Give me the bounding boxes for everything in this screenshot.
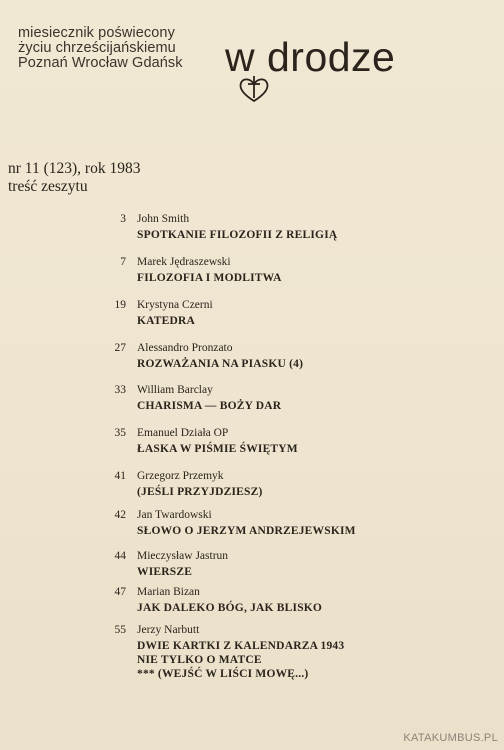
toc-title-line: WIERSZE bbox=[137, 566, 193, 578]
toc-author: Jan Twardowski bbox=[137, 509, 212, 521]
toc-title-line: JAK DALEKO BÓG, JAK BLISKO bbox=[137, 602, 323, 614]
toc-page-number: 27 bbox=[114, 342, 126, 354]
toc-page-number: 55 bbox=[114, 624, 126, 636]
toc-title-line: CHARISMA — BOŻY DAR bbox=[137, 400, 282, 412]
toc-page-number: 33 bbox=[114, 384, 126, 396]
logo-wordmark: w drodze bbox=[225, 34, 396, 80]
toc-title bbox=[137, 357, 303, 371]
toc-title bbox=[137, 228, 337, 242]
toc-author: Mieczysław Jastrun bbox=[137, 550, 229, 562]
toc-title-line: NIE TYLKO O MATCE bbox=[137, 654, 262, 666]
toc-author: Marian Bizan bbox=[137, 586, 200, 598]
toc-title bbox=[137, 565, 192, 579]
toc-author: William Barclay bbox=[137, 384, 213, 396]
toc-title bbox=[137, 314, 195, 328]
toc-page-number: 47 bbox=[114, 586, 126, 598]
toc-author: Jerzy Narbutt bbox=[137, 624, 200, 636]
tagline-line: życiu chrześcijańskiemu bbox=[18, 40, 176, 56]
toc-title bbox=[137, 524, 356, 538]
tagline-line: Poznań Wrocław Gdańsk bbox=[18, 55, 183, 71]
toc-title-line: KATEDRA bbox=[137, 315, 196, 327]
contents-heading: treść zeszytu bbox=[8, 178, 88, 195]
toc-title-line: ŁASKA W PIŚMIE ŚWIĘTYM bbox=[137, 443, 298, 455]
tagline-line: miesiecznik poświecony bbox=[18, 25, 175, 41]
toc-title-line: SPOTKANIE FILOZOFII Z RELIGIĄ bbox=[137, 229, 338, 241]
toc-title bbox=[137, 442, 298, 456]
toc-title-line: SŁOWO O JERZYM ANDRZEJEWSKIM bbox=[137, 525, 356, 537]
toc-title-line: FILOZOFIA I MODLITWA bbox=[137, 272, 282, 284]
watermark: KATAKUMBUS.PL bbox=[403, 732, 498, 744]
toc-author: Grzegorz Przemyk bbox=[137, 470, 224, 482]
masthead-tagline bbox=[18, 26, 183, 71]
toc-page-number: 41 bbox=[114, 470, 126, 482]
toc-author: Krystyna Czerni bbox=[137, 299, 213, 311]
toc-title-line: (JEŚLI PRZYJDZIESZ) bbox=[137, 486, 263, 498]
toc-page-number: 7 bbox=[120, 256, 126, 268]
issue-info bbox=[8, 160, 140, 196]
issue-number: nr 11 (123), rok 1983 bbox=[8, 160, 141, 177]
toc-title bbox=[137, 639, 344, 681]
toc-title-line: ROZWAŻANIA NA PIASKU (4) bbox=[137, 358, 304, 370]
toc-page-number: 42 bbox=[114, 509, 126, 521]
masthead bbox=[18, 14, 498, 114]
magazine-logo bbox=[225, 34, 455, 116]
cross-heart-emblem-icon bbox=[237, 74, 271, 104]
toc-title-line: DWIE KARTKI Z KALENDARZA 1943 bbox=[137, 640, 345, 652]
toc-page-number: 19 bbox=[114, 299, 126, 311]
toc-author: Alessandro Pronzato bbox=[137, 342, 233, 354]
toc-title-line: *** (WEJŚĆ W LIŚCI MOWĘ...) bbox=[137, 668, 309, 680]
toc-author: Emanuel Działa OP bbox=[137, 427, 229, 439]
toc-page-number: 3 bbox=[120, 213, 126, 225]
toc-page-number: 35 bbox=[114, 427, 126, 439]
toc-author: Marek Jędraszewski bbox=[137, 256, 231, 268]
toc-title bbox=[137, 271, 282, 285]
toc-title bbox=[137, 601, 322, 615]
toc-title bbox=[137, 399, 281, 413]
toc-title bbox=[137, 485, 263, 499]
toc-page-number: 44 bbox=[114, 550, 126, 562]
toc-author: John Smith bbox=[137, 213, 190, 225]
